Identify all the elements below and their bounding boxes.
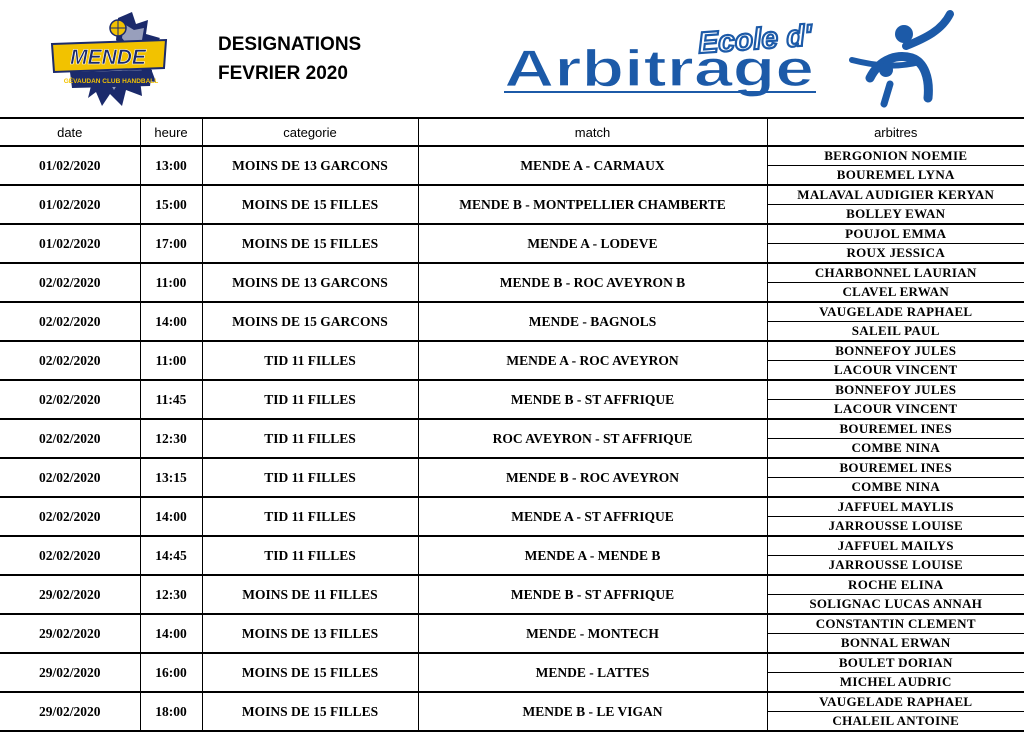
- match-cell: MENDE A - ST AFFRIQUE: [418, 497, 767, 536]
- arbitre-cell: LACOUR VINCENT: [767, 400, 1024, 420]
- date-cell: 01/02/2020: [0, 224, 140, 263]
- arbitre-cell: SALEIL PAUL: [767, 322, 1024, 342]
- categorie-cell: MOINS DE 15 FILLES: [202, 692, 418, 731]
- arbitre-cell: BOULET DORIAN: [767, 653, 1024, 673]
- match-cell: ROC AVEYRON - ST AFFRIQUE: [418, 419, 767, 458]
- arbitre-cell: CHALEIL ANTOINE: [767, 712, 1024, 732]
- arbitre-cell: BERGONION NOEMIE: [767, 146, 1024, 166]
- mende-handball-logo: [48, 10, 172, 110]
- arbitre-cell: ROCHE ELINA: [767, 575, 1024, 595]
- arbitre-cell: LACOUR VINCENT: [767, 361, 1024, 381]
- referee-figure-icon: [846, 8, 958, 108]
- heure-cell: 14:45: [140, 536, 202, 575]
- heure-cell: 12:30: [140, 419, 202, 458]
- arbitre-cell: VAUGELADE RAPHAEL: [767, 692, 1024, 712]
- arbitre-cell: MICHEL AUDRIC: [767, 673, 1024, 693]
- logo-ecole-text: Ecole d': [697, 19, 813, 61]
- categorie-cell: TID 11 FILLES: [202, 536, 418, 575]
- categorie-cell: TID 11 FILLES: [202, 341, 418, 380]
- heure-cell: 14:00: [140, 614, 202, 653]
- categorie-cell: TID 11 FILLES: [202, 497, 418, 536]
- date-cell: 02/02/2020: [0, 263, 140, 302]
- match-cell: MENDE - LATTES: [418, 653, 767, 692]
- table-row: [0, 419, 1024, 439]
- categorie-cell: MOINS DE 15 GARCONS: [202, 302, 418, 341]
- heure-cell: 13:00: [140, 146, 202, 185]
- arbitre-cell: JAFFUEL MAYLIS: [767, 497, 1024, 517]
- date-cell: 02/02/2020: [0, 497, 140, 536]
- arbitre-cell: POUJOL EMMA: [767, 224, 1024, 244]
- categorie-cell: MOINS DE 15 FILLES: [202, 185, 418, 224]
- match-cell: MENDE - MONTECH: [418, 614, 767, 653]
- match-cell: MENDE B - ROC AVEYRON: [418, 458, 767, 497]
- arbitre-cell: COMBE NINA: [767, 439, 1024, 459]
- heure-cell: 11:45: [140, 380, 202, 419]
- match-cell: MENDE B - ST AFFRIQUE: [418, 575, 767, 614]
- title-line-2: FEVRIER 2020: [218, 63, 348, 84]
- match-cell: MENDE B - MONTPELLIER CHAMBERTE: [418, 185, 767, 224]
- heure-cell: 13:15: [140, 458, 202, 497]
- arbitre-cell: BONNEFOY JULES: [767, 380, 1024, 400]
- match-cell: MENDE - BAGNOLS: [418, 302, 767, 341]
- heure-cell: 17:00: [140, 224, 202, 263]
- date-cell: 29/02/2020: [0, 653, 140, 692]
- heure-cell: 18:00: [140, 692, 202, 731]
- arbitre-cell: JARROUSSE LOUISE: [767, 556, 1024, 576]
- arbitre-cell: COMBE NINA: [767, 478, 1024, 498]
- heure-cell: 14:00: [140, 302, 202, 341]
- match-cell: MENDE B - ST AFFRIQUE: [418, 380, 767, 419]
- categorie-cell: MOINS DE 15 FILLES: [202, 224, 418, 263]
- date-cell: 01/02/2020: [0, 185, 140, 224]
- logo-mende-sub: GÉVAUDAN CLUB HANDBALL: [63, 78, 159, 85]
- categorie-cell: TID 11 FILLES: [202, 458, 418, 497]
- logo-arbitrage-text: Arbitrage: [504, 40, 814, 98]
- arbitre-cell: ROUX JESSICA: [767, 244, 1024, 264]
- categorie-cell: MOINS DE 11 FILLES: [202, 575, 418, 614]
- date-cell: 02/02/2020: [0, 302, 140, 341]
- table-row: [0, 653, 1024, 673]
- arbitre-cell: BOLLEY EWAN: [767, 205, 1024, 225]
- date-cell: 29/02/2020: [0, 575, 140, 614]
- table-row: [0, 692, 1024, 712]
- arbitre-cell: BONNAL ERWAN: [767, 634, 1024, 654]
- categorie-cell: MOINS DE 13 FILLES: [202, 614, 418, 653]
- match-cell: MENDE B - LE VIGAN: [418, 692, 767, 731]
- heure-cell: 15:00: [140, 185, 202, 224]
- categorie-cell: MOINS DE 13 GARCONS: [202, 263, 418, 302]
- match-cell: MENDE A - CARMAUX: [418, 146, 767, 185]
- match-cell: MENDE A - LODEVE: [418, 224, 767, 263]
- table-body: [0, 146, 1024, 731]
- heure-cell: 11:00: [140, 263, 202, 302]
- date-cell: 29/02/2020: [0, 692, 140, 731]
- table-row: [0, 185, 1024, 205]
- document-title: [218, 30, 361, 88]
- arbitre-cell: BOUREMEL LYNA: [767, 166, 1024, 186]
- table-row: [0, 302, 1024, 322]
- arbitre-cell: MALAVAL AUDIGIER KERYAN: [767, 185, 1024, 205]
- date-cell: 02/02/2020: [0, 380, 140, 419]
- logo-mende-text: MENDE: [70, 46, 146, 69]
- column-header-match: match: [418, 118, 767, 146]
- arbitre-cell: JAFFUEL MAILYS: [767, 536, 1024, 556]
- arbitre-cell: CHARBONNEL LAURIAN: [767, 263, 1024, 283]
- column-header-heure: heure: [140, 118, 202, 146]
- arbitre-cell: BOUREMEL INES: [767, 419, 1024, 439]
- heure-cell: 16:00: [140, 653, 202, 692]
- arbitre-cell: CONSTANTIN CLEMENT: [767, 614, 1024, 634]
- date-cell: 29/02/2020: [0, 614, 140, 653]
- arbitre-cell: BOUREMEL INES: [767, 458, 1024, 478]
- date-cell: 02/02/2020: [0, 536, 140, 575]
- title-line-1: DESIGNATIONS: [218, 34, 362, 55]
- date-cell: 02/02/2020: [0, 341, 140, 380]
- categorie-cell: MOINS DE 15 FILLES: [202, 653, 418, 692]
- arbitre-cell: JARROUSSE LOUISE: [767, 517, 1024, 537]
- table-header-row: [0, 118, 1024, 146]
- column-header-date: date: [0, 118, 140, 146]
- heure-cell: 12:30: [140, 575, 202, 614]
- heure-cell: 11:00: [140, 341, 202, 380]
- arbitre-cell: SOLIGNAC LUCAS ANNAH: [767, 595, 1024, 615]
- table-row: [0, 536, 1024, 556]
- ecole-arbitrage-logo: [500, 10, 820, 100]
- column-header-categorie: categorie: [202, 118, 418, 146]
- date-cell: 02/02/2020: [0, 419, 140, 458]
- categorie-cell: TID 11 FILLES: [202, 419, 418, 458]
- table-row: [0, 341, 1024, 361]
- table-row: [0, 614, 1024, 634]
- match-cell: MENDE B - ROC AVEYRON B: [418, 263, 767, 302]
- arbitre-cell: CLAVEL ERWAN: [767, 283, 1024, 303]
- table-row: [0, 263, 1024, 283]
- arbitre-cell: VAUGELADE RAPHAEL: [767, 302, 1024, 322]
- date-cell: 02/02/2020: [0, 458, 140, 497]
- arbitre-cell: BONNEFOY JULES: [767, 341, 1024, 361]
- categorie-cell: MOINS DE 13 GARCONS: [202, 146, 418, 185]
- heure-cell: 14:00: [140, 497, 202, 536]
- date-cell: 01/02/2020: [0, 146, 140, 185]
- table-row: [0, 458, 1024, 478]
- match-cell: MENDE A - ROC AVEYRON: [418, 341, 767, 380]
- match-cell: MENDE A - MENDE B: [418, 536, 767, 575]
- table-row: [0, 497, 1024, 517]
- designations-table: [0, 117, 1024, 732]
- column-header-arbitres: arbitres: [767, 118, 1024, 146]
- table-row: [0, 146, 1024, 166]
- table-row: [0, 575, 1024, 595]
- categorie-cell: TID 11 FILLES: [202, 380, 418, 419]
- table-row: [0, 380, 1024, 400]
- page-header: [0, 0, 1024, 116]
- table-row: [0, 224, 1024, 244]
